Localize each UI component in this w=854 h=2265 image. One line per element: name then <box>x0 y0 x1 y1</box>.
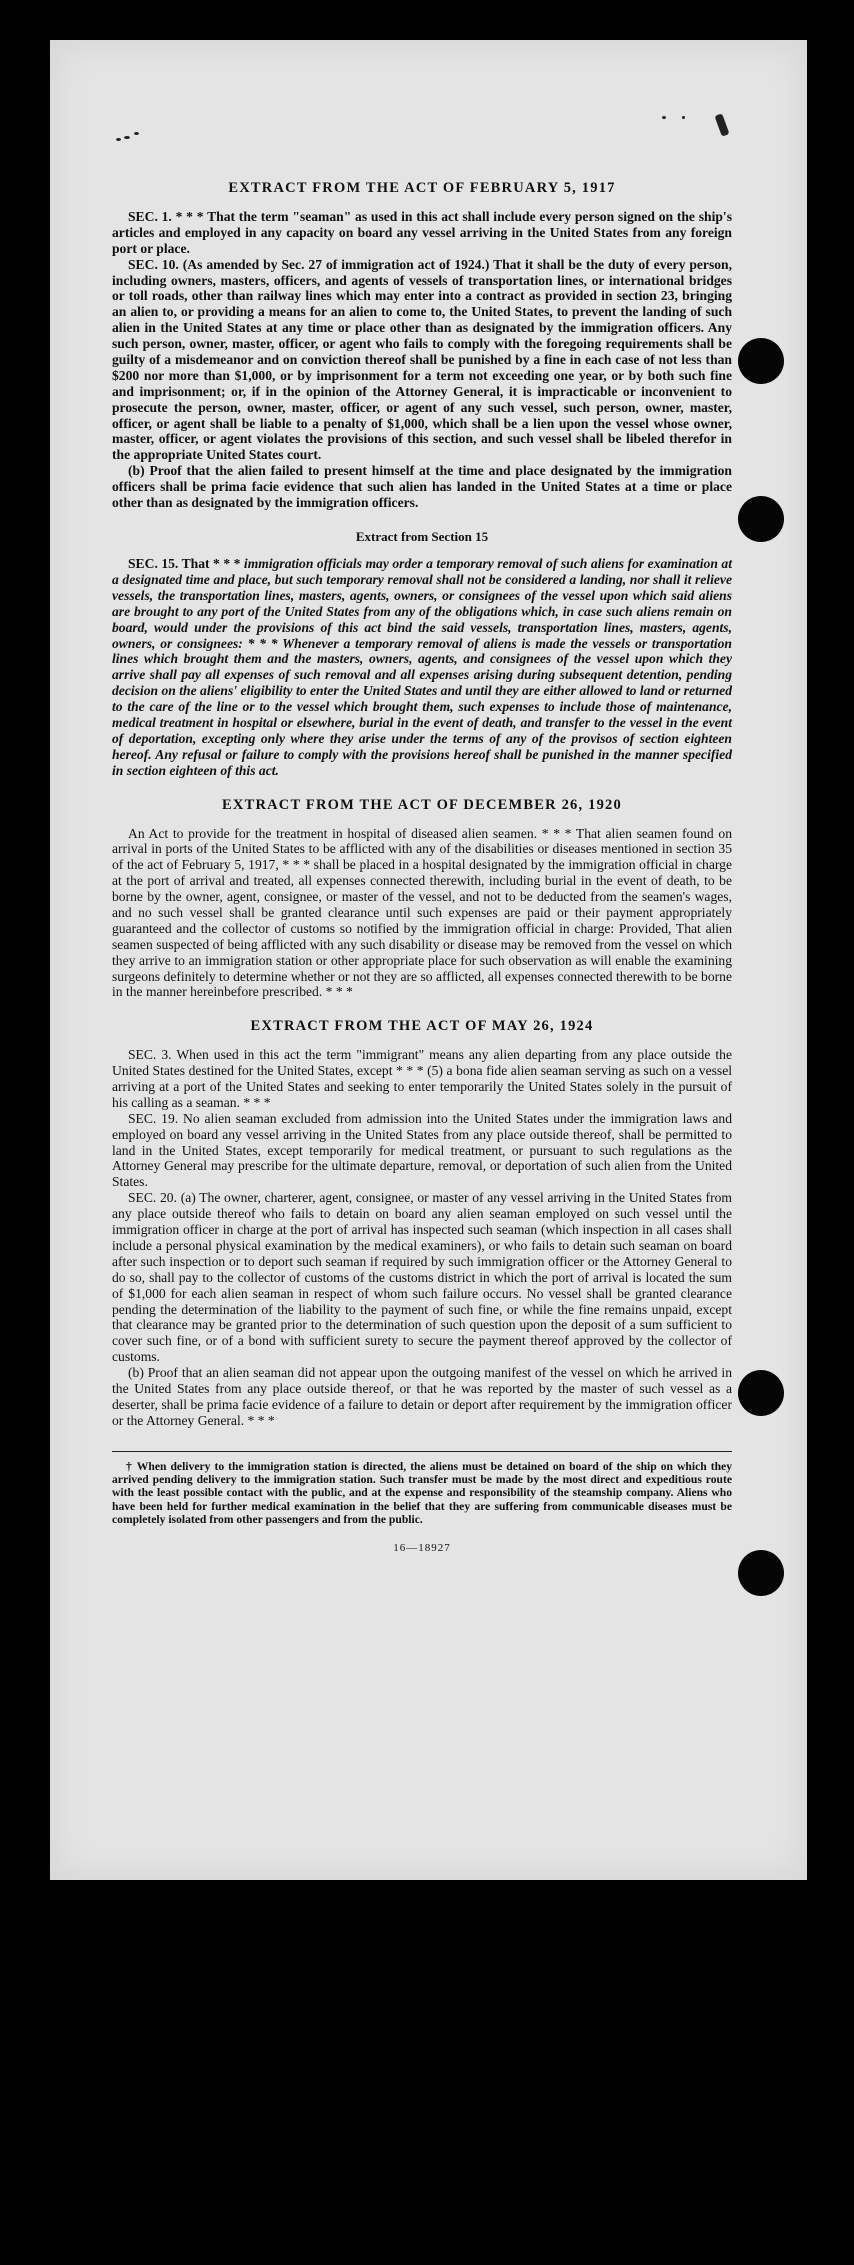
section-paragraph: SEC. 3. When used in this act the term "immigrant" means any alien departing from any place outside the United States destined for the United States, except * * * (5) a bona fide alien seaman serving as such on a vessel arriving at a port of the United States and seeking to enter temporarily the United States solely in the pursuit of his calling as a seaman. * * * <box>112 1047 732 1110</box>
section-act-1924 <box>112 1018 732 1428</box>
punch-hole <box>738 1550 784 1596</box>
form-number: 16—18927 <box>393 1542 451 1555</box>
punch-hole <box>738 496 784 542</box>
scan-speck <box>662 116 666 119</box>
scan-speck <box>682 116 685 119</box>
section-act-1920 <box>112 797 732 1001</box>
section-paragraph: SEC. 20. (a) The owner, charterer, agent, consignee, or master of any vessel arriving in the United States from any place outside thereof who fails to detain on board any alien seaman employed on such vessel until the immigration officer in charge at the port of arrival has inspected such seaman (which inspection in all cases shall include a personal physical examination by the medical examiners), or who fails to detain such seaman on board after such inspection or to deport such seaman if required by such immigration officer or the Attorney General to do so, shall pay to the collector of customs of the customs district in which the port of arrival is located the sum of $1,000 for each alien seaman in respect of whom such failure occurs. No vessel shall be granted clearance pending the determination of the liability to the payment of such fine, or while the fine remains unpaid, except that clearance may be granted prior to the determination of such question upon the deposit of a sum sufficient to cover such fine, or of a bond with sufficient surety to secure the payment thereof approved by the collector of customs. <box>112 1190 732 1365</box>
section-15-extract <box>112 529 732 779</box>
section-heading: EXTRACT FROM THE ACT OF MAY 26, 1924 <box>250 1018 594 1035</box>
section-paragraph: (b) Proof that the alien failed to present himself at the time and place designated by the immigration officers shall be prima facie evidence that such alien has landed in the United States at a time or place other than as designated by the immigration officers. <box>112 463 732 510</box>
section-paragraph: An Act to provide for the treatment in hospital of diseased alien seamen. * * * That alien seamen found on arrival in ports of the United States to be afflicted with any of the disabilities or diseases mentioned in section 35 of the act of February 5, 1917, * * * shall be placed in a hospital designated by the immigration official in charge at the port of arrival and treated, all expenses connected therewith, including burial in the event of death, to be borne by the owner, agent, consignee, or master of the vessel, and not to be deducted from the seamen's wages, and no such vessel shall be granted clearance until such expenses are paid or their payment appropriately guaranteed and the collector of customs so notified by the immigration official in charge: Provided, That alien seamen suspected of being afflicted with any such disability or disease may be removed from the vessel on which they arrive to an immigration station or other appropriate place for such observation as will enable the examining surgeons definitely to determine whether or not they are so afflicted, all expenses connected therewith to be borne in the manner hereinbefore prescribed. * * * <box>112 825 732 1000</box>
punch-hole <box>738 338 784 384</box>
section-act-1917 <box>112 180 732 511</box>
punch-hole <box>738 1370 784 1416</box>
paragraph-lead: SEC. 15. That * * * <box>128 556 244 572</box>
section-paragraph: SEC. 19. No alien seaman excluded from admission into the United States under the immigration laws and employed on board any vessel arriving in the United States from any place outside thereof, shall be permitted to land in the United States, except temporarily for medical treatment, or pursuant to such regulations as the Attorney General may prescribe for the ultimate departure, removal, or deportation of such alien from the United States. <box>112 1110 732 1190</box>
section-paragraph: (b) Proof that an alien seaman did not appear upon the outgoing manifest of the vessel on which he arrived in the United States from any place outside thereof, or that he was reported by the master of such vessel as a deserter, shall be prima facie evidence of a failure to detain or deport after requirement by the immigration officer or the Attorney General. * * * <box>112 1365 732 1428</box>
section-heading: EXTRACT FROM THE ACT OF FEBRUARY 5, 1917 <box>228 180 616 196</box>
scan-speck <box>714 113 729 136</box>
scan-speck <box>134 132 139 135</box>
footnote: † When delivery to the immigration station is directed, the aliens must be detained on board of the ship on which they arrived pending delivery to the immigration station. Such transfer must be made by the most direct and expeditious route with the least possible contact with the public, and at the expense and responsibility of the steamship company. Aliens who have been held for further medical examination in the belief that they are suffering from communicable diseases must be completely isolated from other passengers and from the public. <box>112 1459 732 1526</box>
document-page <box>50 40 807 1880</box>
footnote-divider <box>112 1451 732 1452</box>
section-paragraph <box>112 556 732 778</box>
section-paragraph: SEC. 1. * * * That the term "seaman" as used in this act shall include every person signed on the ship's articles and employed in any capacity on board any vessel arriving in the United States from any foreign port or place. <box>112 208 732 256</box>
section-heading: Extract from Section 15 <box>355 528 489 544</box>
section-paragraph: SEC. 10. (As amended by Sec. 27 of immigration act of 1924.) That it shall be the duty of every person, including owners, masters, officers, and agents of vessels of transportation lines, or international bridges or toll roads, other than railway lines which may enter into a contract as provided in section 23, bringing an alien to, or providing a means for an alien to come to, the United States, to prevent the landing of such alien in the United States at any time or place other than as designated by the immigration officers. Any such person, owner, master, officer, or agent who fails to comply with the foregoing requirements shall be guilty of a misdemeanor and on conviction thereof shall be punished by a fine in each case of not less than $200 nor more than $1,000, or by imprisonment for a term not exceeding one year, or by both such fine and imprisonment; or, if in the opinion of the Attorney General, it is impracticable or inconvenient to prosecute the person, owner, master, officer, or agent of any such vessel, such person, owner, master, officer, or agent shall be liable to a penalty of $1,000, which shall be a lien upon the vessel whose owner, master, officer, or agent violates the provisions of this section, and such vessel shall be libeled therefor in the appropriate United States court. <box>112 256 732 463</box>
section-heading: EXTRACT FROM THE ACT OF DECEMBER 26, 1920 <box>222 796 622 813</box>
document-body <box>112 180 732 1555</box>
scan-speck <box>116 138 121 141</box>
paragraph-italic-text: immigration officials may order a temporary removal of such aliens for examination at a designated time and place, but such temporary removal shall not be considered a landing, nor shall it relieve vessels, the transportation lines, masters, agents, owners, or consignees of the vessel upon which said aliens are brought to any port of the United States from any of the obligations which, in case such aliens remain on board, would under the provisions of this act bind the said vessels, transportation lines, masters, agents, owners, or consignees: * * * Whenever a temporary removal of aliens is made the vessels or transportation lines which brought them and the masters, owners, agents, and consignees of the vessel upon which they arrive shall pay all expenses of such removal and all expenses arising during subsequent detention, pending decision on the aliens' eligibility to enter the United States and until they are either allowed to land or returned to the care of the line or to the vessel which brought them, such expenses to include those of maintenance, medical treatment in hospital or elsewhere, burial in the event of death, and transfer to the vessel in the event of deportation, excepting only where they arise under the terms of any of the provisos of section eighteen hereof. Any refusal or failure to comply with the provisions hereof shall be punished in the manner specified in section eighteen of this act. <box>112 556 732 778</box>
scan-speck <box>124 136 130 139</box>
